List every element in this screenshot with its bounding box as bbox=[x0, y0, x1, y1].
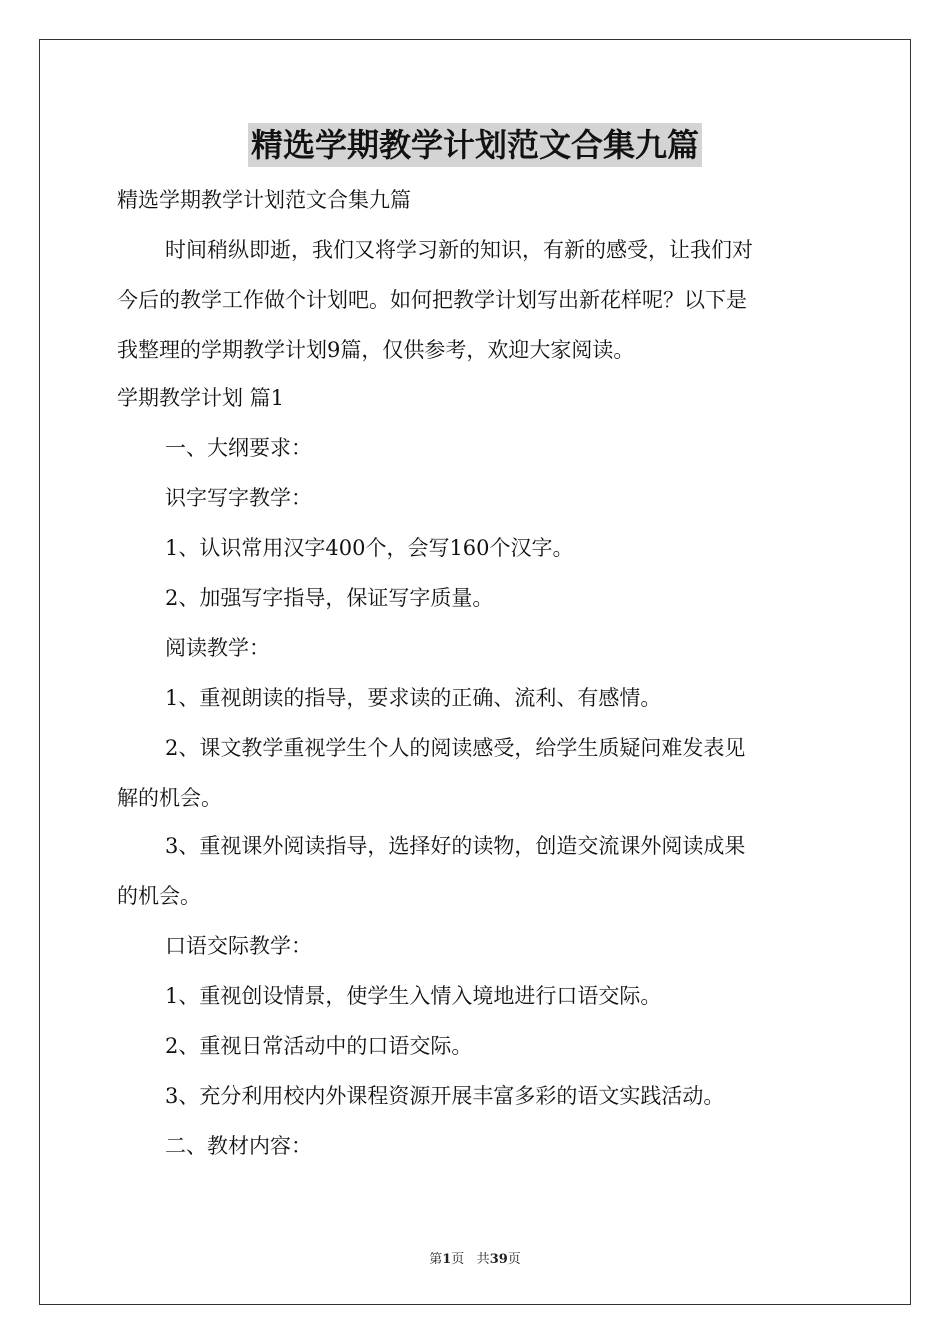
paragraph-line: 解的机会。 bbox=[117, 786, 222, 810]
paragraph-line: 口语交际教学： bbox=[165, 934, 312, 958]
footer-page-suffix: 页 bbox=[451, 1252, 465, 1267]
paragraph-line: 二、教材内容： bbox=[165, 1134, 312, 1158]
paragraph-line: 阅读教学： bbox=[165, 636, 270, 660]
subtitle-line: 精选学期教学计划范文合集九篇 bbox=[117, 188, 411, 212]
paragraph-line: 2、课文教学重视学生个人的阅读感受，给学生质疑问难发表见 bbox=[165, 736, 746, 760]
footer-total-suffix: 页 bbox=[507, 1252, 521, 1267]
paragraph-line: 的机会。 bbox=[117, 884, 201, 908]
title-container bbox=[0, 123, 950, 167]
paragraph-line: 1、认识常用汉字400个，会写160个汉字。 bbox=[165, 536, 574, 560]
paragraph-line: 2、重视日常活动中的口语交际。 bbox=[165, 1034, 473, 1058]
paragraph-line: 1、重视创设情景，使学生入情入境地进行口语交际。 bbox=[165, 984, 662, 1008]
paragraph-line: 3、重视课外阅读指导，选择好的读物，创造交流课外阅读成果 bbox=[165, 834, 746, 858]
page-footer bbox=[0, 1248, 950, 1267]
paragraph-line: 识字写字教学： bbox=[165, 486, 312, 510]
section-heading: 学期教学计划 篇1 bbox=[117, 386, 285, 410]
footer-total-pages: 39 bbox=[489, 1252, 508, 1267]
document-title: 精选学期教学计划范文合集九篇 bbox=[248, 123, 702, 167]
paragraph-line: 2、加强写字指导，保证写字质量。 bbox=[165, 586, 494, 610]
paragraph-line: 今后的教学工作做个计划吧。如何把教学计划写出新花样呢？以下是 bbox=[117, 288, 747, 312]
footer-total-prefix: 共 bbox=[476, 1252, 490, 1267]
page-border bbox=[39, 39, 911, 1305]
paragraph-line: 1、重视朗读的指导，要求读的正确、流利、有感情。 bbox=[165, 686, 662, 710]
paragraph-line: 时间稍纵即逝，我们又将学习新的知识，有新的感受，让我们对 bbox=[165, 238, 753, 262]
footer-page-number: 1 bbox=[442, 1252, 452, 1267]
paragraph-line: 3、充分利用校内外课程资源开展丰富多彩的语文实践活动。 bbox=[165, 1084, 725, 1108]
footer-page-prefix: 第 bbox=[429, 1252, 443, 1267]
paragraph-line: 我整理的学期教学计划9篇，仅供参考，欢迎大家阅读。 bbox=[117, 338, 635, 362]
paragraph-line: 一、大纲要求： bbox=[165, 436, 312, 460]
